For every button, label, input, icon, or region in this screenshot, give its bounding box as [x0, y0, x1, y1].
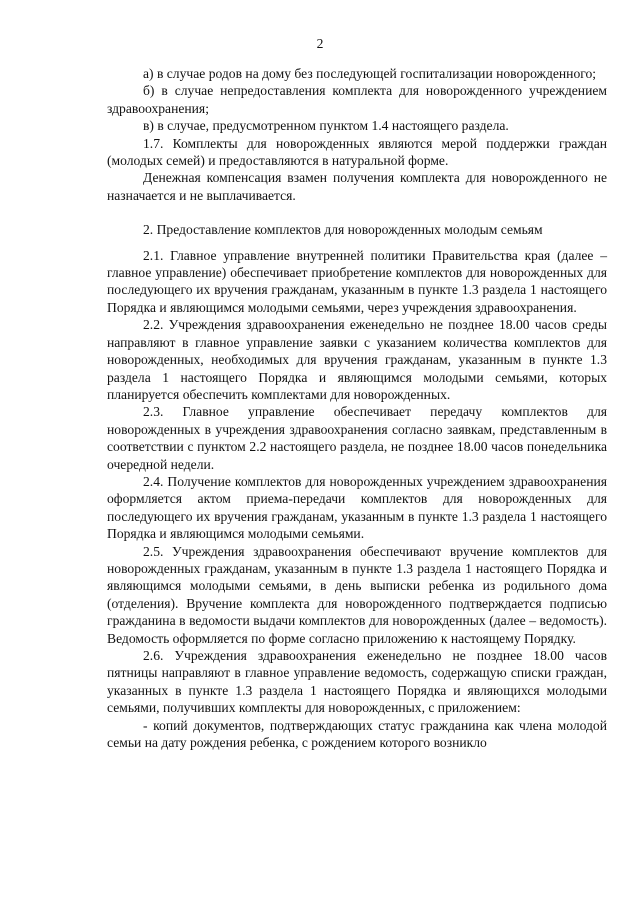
page-number: 2	[316, 36, 324, 51]
paragraph-compensation: Денежная компенсация взамен получения комплекта для новорожденного не назначается и не выплачивается.	[107, 170, 607, 203]
paragraph-2-2: 2.2. Учреждения здравоохранения еженедельно не позднее 18.00 часов среды направляют в главное управление заявки с указанием количества комплектов для новорожденных, необходимых для вручения гражданам, указанным в пункте 1.3 раздела 1 настоящего Порядка и являющимся молодыми семьями, которых планируется обеспечить комплектами для новорожденных.	[107, 317, 607, 402]
paragraph-2-4: 2.4. Получение комплектов для новорожденных учреждением здравоохранения оформляется актом приема-передачи комплектов для новорожденных для последующего их вручения гражданам, указанным в пункте 1.3 раздела 1 настоящего Порядка и являющимся молодыми семьями.	[107, 473, 607, 542]
paragraph-item-a: а) в случае родов на дому без последующей госпитализации новорожденного;	[143, 66, 597, 81]
paragraph-list-item-copies: - копий документов, подтверждающих статус гражданина как члена молодой семьи на дату рождения ребенка, с рождением которого возникло	[107, 717, 607, 751]
paragraph-2-6: 2.6. Учреждения здравоохранения еженедельно не позднее 18.00 часов пятницы направляют в главное управление ведомость, содержащую списки граждан, указанных в пункте 1.3 раздела 1 настоящего Порядка и являющихся молодыми семьями, получивших комплекты для новорожденных, с приложением:	[107, 648, 607, 716]
paragraph-1-7: 1.7. Комплекты для новорожденных являются мерой поддержки граждан (молодых семей) и предоставляются в натуральной форме.	[107, 135, 607, 169]
section-heading-2: 2. Предоставление комплектов для новорожденных молодым семьям	[143, 222, 543, 238]
paragraph-2-3: 2.3. Главное управление обеспечивает передачу комплектов для новорожденных в учреждения здравоохранения согласно заявкам, представленным в соответствии с пунктом 2.2 настоящего раздела, не позднее 18.00 часов понедельника очередной недели.	[107, 404, 607, 472]
paragraph-item-b: б) в случае непредоставления комплекта для новорожденного учреждением здравоохранения;	[107, 83, 607, 116]
paragraph-2-1: 2.1. Главное управление внутренней политики Правительства края (далее – главное управление) обеспечивает приобретение комплектов для новорожденных для последующего их вручения гражданам, указанным в пункте 1.3 раздела 1 настоящего Порядка и являющимся молодыми семьями, через учреждения здравоохранения.	[107, 247, 607, 315]
paragraph-item-v: в) в случае, предусмотренном пунктом 1.4 настоящего раздела.	[143, 118, 509, 134]
paragraph-2-5: 2.5. Учреждения здравоохранения обеспечивают вручение комплектов для новорожденных гражданам, указанным в пункте 1.3 раздела 1 настоящего Порядка и являющимся молодыми семьями, в день выписки ребенка из родильного дома (отделения). Вручение комплекта для новорожденного подтверждается подписью гражданина в ведомости выдачи комплектов для новорожденных (далее – ведомость). Ведомость оформляется по форме согласно приложению к настоящему Порядку.	[107, 543, 607, 646]
document-body	[107, 65, 607, 751]
